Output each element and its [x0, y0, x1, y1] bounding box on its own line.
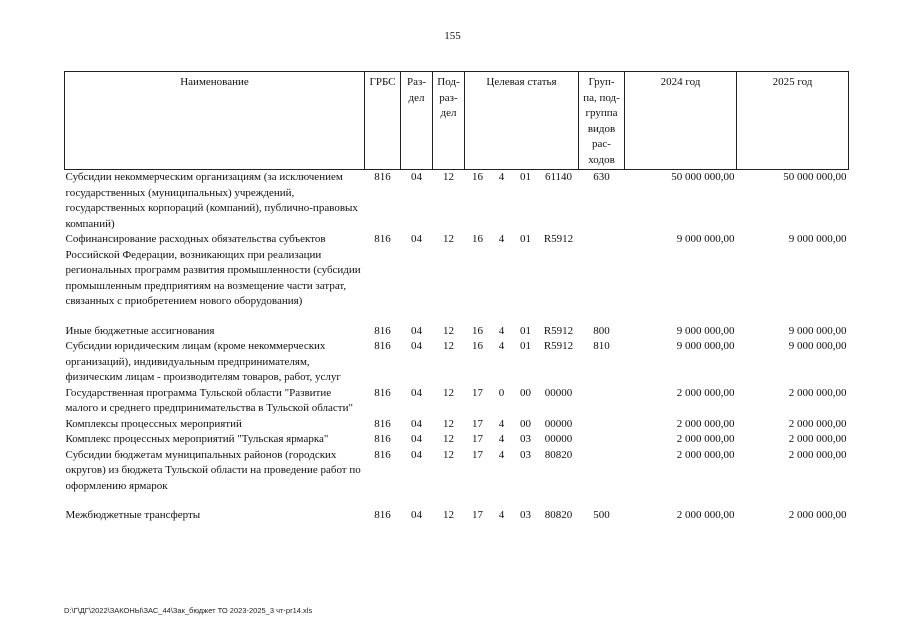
cell-vr	[579, 386, 625, 417]
cell-y2024: 2 000 000,00	[676, 417, 735, 430]
cell-rz: 04	[411, 324, 422, 337]
cell-y2025: 9 000 000,00	[788, 324, 847, 337]
cell-grbs: 816	[374, 233, 391, 245]
cell-grbs: 816	[374, 433, 391, 445]
table-row	[65, 508, 849, 524]
cell-y2024: 9 000 000,00	[676, 324, 735, 337]
cell-t1: 17	[472, 386, 483, 399]
cell-vr	[579, 232, 625, 310]
cell-name: Софинансирование расходных обязательства субъектов Российской Федерации, возникающих при реализации региональных программ развития промышленности (субсидии промышленным предприятиям на возмещение части затрат, связанных с приобретением нового оборудования)	[65, 233, 361, 307]
header-target-article: Целевая статья	[465, 72, 579, 170]
table-body	[65, 170, 849, 524]
cell-y2025: 2 000 000,00	[788, 433, 847, 445]
cell-pr: 12	[443, 509, 454, 521]
cell-t3: 00	[520, 386, 531, 399]
cell-vr	[579, 448, 625, 495]
cell-grbs: 816	[374, 171, 391, 183]
cell-y2024: 50 000 000,00	[671, 171, 735, 183]
cell-t1: 17	[472, 433, 483, 445]
cell-t1: 16	[472, 324, 483, 337]
cell-t4: 00000	[544, 433, 573, 445]
cell-name: Субсидии некоммерческим организациям (за исключением государственных (муниципальных) учреждений, государственных корпораций (компаний), публично-правовых компаний)	[65, 171, 358, 230]
cell-vr: 500	[593, 509, 610, 521]
table-row	[65, 386, 849, 417]
cell-pr: 12	[443, 233, 454, 245]
header-podrazdel: Под- раз- дел	[433, 72, 465, 170]
cell-y2024: 2 000 000,00	[676, 433, 735, 445]
table-header	[65, 72, 849, 170]
table-row	[65, 448, 849, 495]
header-2025: 2025 год	[737, 72, 849, 170]
cell-pr: 12	[443, 433, 454, 445]
cell-y2025: 2 000 000,00	[788, 417, 847, 430]
cell-t3: 01	[520, 171, 531, 183]
cell-t4: 00000	[544, 417, 573, 430]
spacer-cell	[65, 494, 849, 508]
cell-t4: 00000	[544, 386, 573, 399]
row-spacer	[65, 310, 849, 324]
cell-t2: 4	[498, 509, 505, 521]
table-row	[65, 417, 849, 433]
cell-name: Комплексы процессных мероприятий	[65, 417, 242, 430]
cell-t2: 0	[498, 386, 505, 399]
cell-name: Субсидии бюджетам муниципальных районов (городских округов) из бюджета Тульской области на проведение работ по оформлению ярмарок	[65, 448, 361, 492]
cell-t1: 17	[472, 417, 483, 430]
cell-t2: 4	[498, 340, 505, 352]
cell-grbs: 816	[374, 448, 391, 461]
cell-grbs: 816	[374, 509, 391, 521]
cell-y2025: 2 000 000,00	[788, 509, 847, 521]
cell-grbs: 816	[374, 417, 391, 430]
cell-y2024: 2 000 000,00	[676, 509, 735, 521]
cell-y2024: 9 000 000,00	[676, 340, 735, 352]
cell-t4: R5912	[543, 233, 574, 245]
budget-table	[64, 71, 849, 524]
cell-vr: 810	[593, 340, 610, 352]
cell-pr: 12	[443, 171, 454, 183]
cell-t2: 4	[498, 448, 505, 461]
cell-t3: 00	[520, 417, 531, 430]
cell-t3: 03	[520, 448, 531, 461]
header-name: Наименование	[65, 72, 365, 170]
cell-t2: 4	[498, 433, 505, 445]
cell-pr: 12	[443, 324, 454, 337]
cell-y2025: 50 000 000,00	[783, 171, 847, 183]
cell-t3: 03	[520, 433, 531, 445]
cell-rz: 04	[411, 448, 422, 461]
table-row	[65, 170, 849, 233]
cell-vr: 800	[593, 324, 610, 337]
cell-t3: 01	[520, 324, 531, 337]
cell-pr: 12	[443, 340, 454, 352]
cell-vr	[579, 432, 625, 448]
cell-rz: 04	[411, 340, 422, 352]
cell-pr: 12	[443, 417, 454, 430]
cell-vr: 630	[593, 171, 610, 183]
cell-t4: R5912	[543, 340, 574, 352]
cell-grbs: 816	[374, 386, 391, 399]
cell-t4: 61140	[544, 171, 573, 183]
table-row	[65, 232, 849, 310]
cell-t3: 01	[520, 340, 531, 352]
cell-name: Комплекс процессных мероприятий "Тульская ярмарка"	[65, 433, 329, 445]
header-expense-group: Груп- па, под- группа видов рас- ходов	[579, 72, 625, 170]
table-row	[65, 339, 849, 386]
cell-t1: 16	[472, 233, 483, 245]
cell-grbs: 816	[374, 324, 391, 337]
cell-t2: 4	[498, 171, 505, 183]
cell-name: Субсидии юридическим лицам (кроме некоммерческих организаций), индивидуальным предпринимателям, физическим лицам - производителям товаров, работ, услуг	[65, 340, 341, 383]
cell-t1: 16	[472, 340, 483, 352]
cell-t1: 16	[472, 171, 483, 183]
cell-name: Государственная программа Тульской области "Развитие малого и среднего предпринимательства в Тульской области"	[65, 386, 353, 414]
header-2024: 2024 год	[625, 72, 737, 170]
cell-rz: 04	[411, 433, 422, 445]
cell-pr: 12	[443, 448, 454, 461]
cell-y2025: 9 000 000,00	[788, 340, 847, 352]
cell-t4: 80820	[544, 448, 573, 461]
cell-t3: 03	[520, 509, 531, 521]
cell-rz: 04	[411, 417, 422, 430]
cell-y2024: 2 000 000,00	[676, 386, 735, 399]
cell-t2: 4	[498, 324, 505, 337]
header-razdel: Раз- дел	[401, 72, 433, 170]
footer-file-path: D:\Г\ДГ\2022\ЗАКОНЫ\ЗАС_44\Зак_бюджет ТО 2023-2025_3 чт-pr14.xls	[64, 606, 313, 615]
cell-rz: 04	[411, 233, 422, 245]
cell-t3: 01	[520, 233, 531, 245]
cell-t1: 17	[472, 448, 483, 461]
cell-rz: 04	[411, 509, 422, 521]
cell-t2: 4	[498, 417, 505, 430]
cell-name: Иные бюджетные ассигнования	[65, 324, 215, 337]
cell-y2025: 2 000 000,00	[788, 386, 847, 399]
cell-rz: 04	[411, 171, 422, 183]
cell-pr: 12	[443, 386, 454, 399]
cell-t1: 17	[472, 509, 483, 521]
cell-y2025: 2 000 000,00	[788, 448, 847, 461]
table-row	[65, 432, 849, 448]
cell-name: Межбюджетные трансферты	[65, 509, 201, 521]
cell-y2025: 9 000 000,00	[788, 233, 847, 245]
page-number: 155	[444, 30, 461, 42]
table-row	[65, 324, 849, 340]
cell-grbs: 816	[374, 340, 391, 352]
cell-y2024: 2 000 000,00	[676, 448, 735, 461]
cell-vr	[579, 417, 625, 433]
spacer-cell	[65, 310, 849, 324]
cell-rz: 04	[411, 386, 422, 399]
cell-y2024: 9 000 000,00	[676, 233, 735, 245]
cell-t4: 80820	[544, 509, 573, 521]
row-spacer	[65, 494, 849, 508]
cell-t2: 4	[498, 233, 505, 245]
header-grbs: ГРБС	[365, 72, 401, 170]
cell-t4: R5912	[543, 324, 574, 337]
